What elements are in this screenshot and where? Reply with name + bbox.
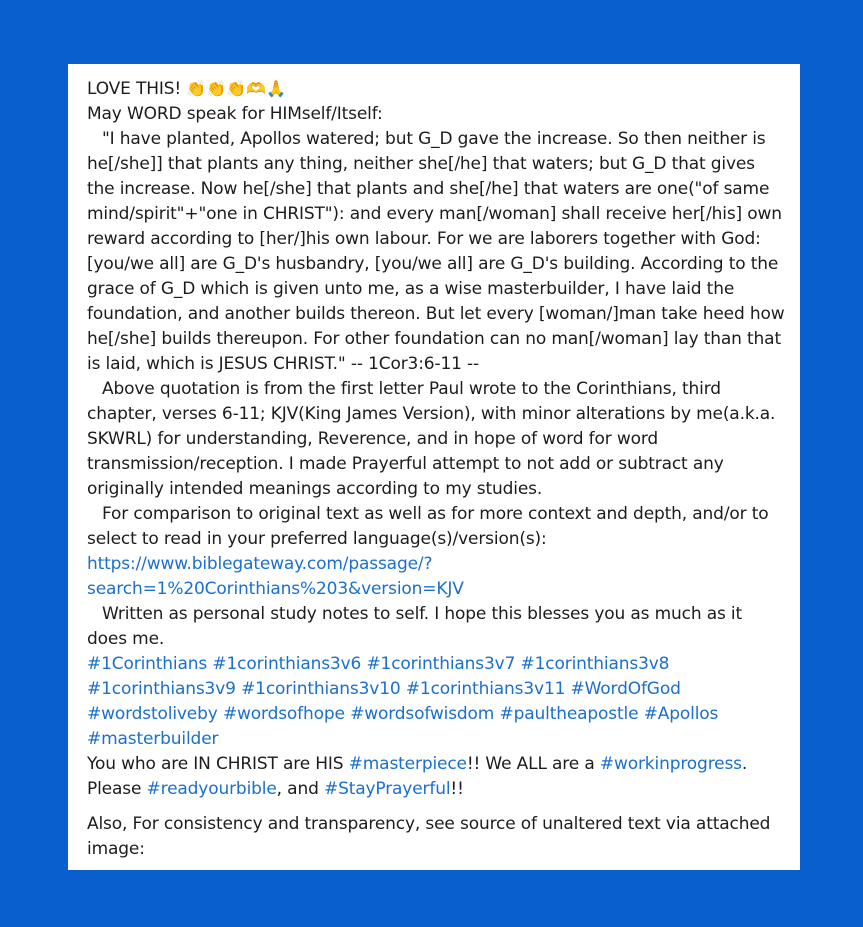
hashtag[interactable]: #1corinthians3v9	[87, 679, 236, 699]
clapping-hands-icon: 👏👏👏🫶🙏	[186, 79, 286, 98]
hashtag-list	[87, 652, 786, 752]
hashtag[interactable]: #1corinthians3v11	[405, 679, 566, 699]
hashtag-readyourbible[interactable]: #readyourbible	[146, 779, 277, 799]
hashtag[interactable]: #1corinthians3v10	[241, 679, 401, 699]
hashtag[interactable]: #wordsofhope	[222, 704, 345, 724]
final-note: Also, For consistency and transparency, see source of unaltered text via attached image:	[87, 814, 771, 859]
hashtag[interactable]: #wordsofwisdom	[350, 704, 495, 724]
hashtag[interactable]: #paultheapostle	[499, 704, 639, 724]
post-subheader: May WORD speak for HIMself/Itself:	[87, 104, 383, 124]
hashtag-workinprogress[interactable]: #workinprogress	[599, 754, 742, 774]
biblegateway-link[interactable]	[87, 554, 464, 599]
explanation-paragraph	[87, 377, 786, 502]
post-header	[87, 76, 786, 102]
link-line-1: https://www.biblegateway.com/passage/?	[87, 554, 433, 574]
biblegateway-link-block	[87, 552, 786, 602]
header-text: LOVE THIS!	[87, 79, 182, 99]
hashtag[interactable]: #Apollos	[643, 704, 719, 724]
study-notes-text: Written as personal study notes to self. I hope this blesses you as much as it does me.	[87, 604, 743, 649]
hashtag[interactable]: #1corinthians3v8	[520, 654, 670, 674]
post-card	[68, 64, 800, 870]
hashtag-stayprayerful[interactable]: #StayPrayerful	[323, 779, 451, 799]
scripture-quote	[87, 127, 786, 377]
closing-paragraph	[87, 752, 786, 802]
scripture-quote-text: "I have planted, Apollos watered; but G_D gave the increase. So then neither is he[/she]] that plants any thing, neither she[/he] that waters; but G_D that gives the increase. Now he[/she] that plants and she[/he] that waters are one("of same mind/spirit"+"one in CHRIST"): and every man[/woman] shall receive her[/his] own reward according to [her/]his own labour. For we are laborers together with God: [you/we all] are G_D's husbandry, [you/we all] are G_D's building. According to the grace of G_D which is given unto me, as a wise masterbuilder, I have laid the foundation, and another builds thereon. But let every [woman/]man take heed how he[/she] builds thereupon. For other foundation can no man[/woman] lay than that is laid, which is JESUS CHRIST." -- 1Cor3:6-11 --	[87, 129, 785, 374]
hashtag[interactable]: #1corinthians3v7	[366, 654, 516, 674]
study-notes-paragraph	[87, 602, 786, 652]
closing-text-1: You who are IN CHRIST are HIS	[87, 754, 349, 774]
hashtag[interactable]: #1Corinthians	[87, 654, 208, 674]
comparison-paragraph	[87, 502, 786, 552]
comparison-text: For comparison to original text as well as for more context and depth, and/or to select to read in your preferred language(s)/version(s):	[87, 504, 769, 549]
hashtag[interactable]: #masterbuilder	[87, 729, 219, 749]
hashtag-masterpiece[interactable]: #masterpiece	[348, 754, 467, 774]
explanation-text: Above quotation is from the first letter Paul wrote to the Corinthians, third chapter, verses 6-11; KJV(King James Version), with minor alterations by me(a.k.a. SKWRL) for understanding, Reverence, and in hope of word for word transmission/reception. I made Prayerful attempt to not add or subtract any originally intended meanings according to my studies.	[87, 379, 776, 499]
closing-text-4: , and	[276, 779, 324, 799]
hashtag[interactable]: #wordstoliveby	[87, 704, 218, 724]
link-line-2: search=1%20Corinthians%203&version=KJV	[87, 579, 464, 599]
hashtag[interactable]: #1corinthians3v6	[212, 654, 362, 674]
closing-text-3: . Please	[87, 754, 748, 799]
closing-text-5: !!	[450, 779, 464, 799]
hashtag[interactable]: #WordOfGod	[570, 679, 681, 699]
closing-text-2: !! We ALL are a	[466, 754, 600, 774]
